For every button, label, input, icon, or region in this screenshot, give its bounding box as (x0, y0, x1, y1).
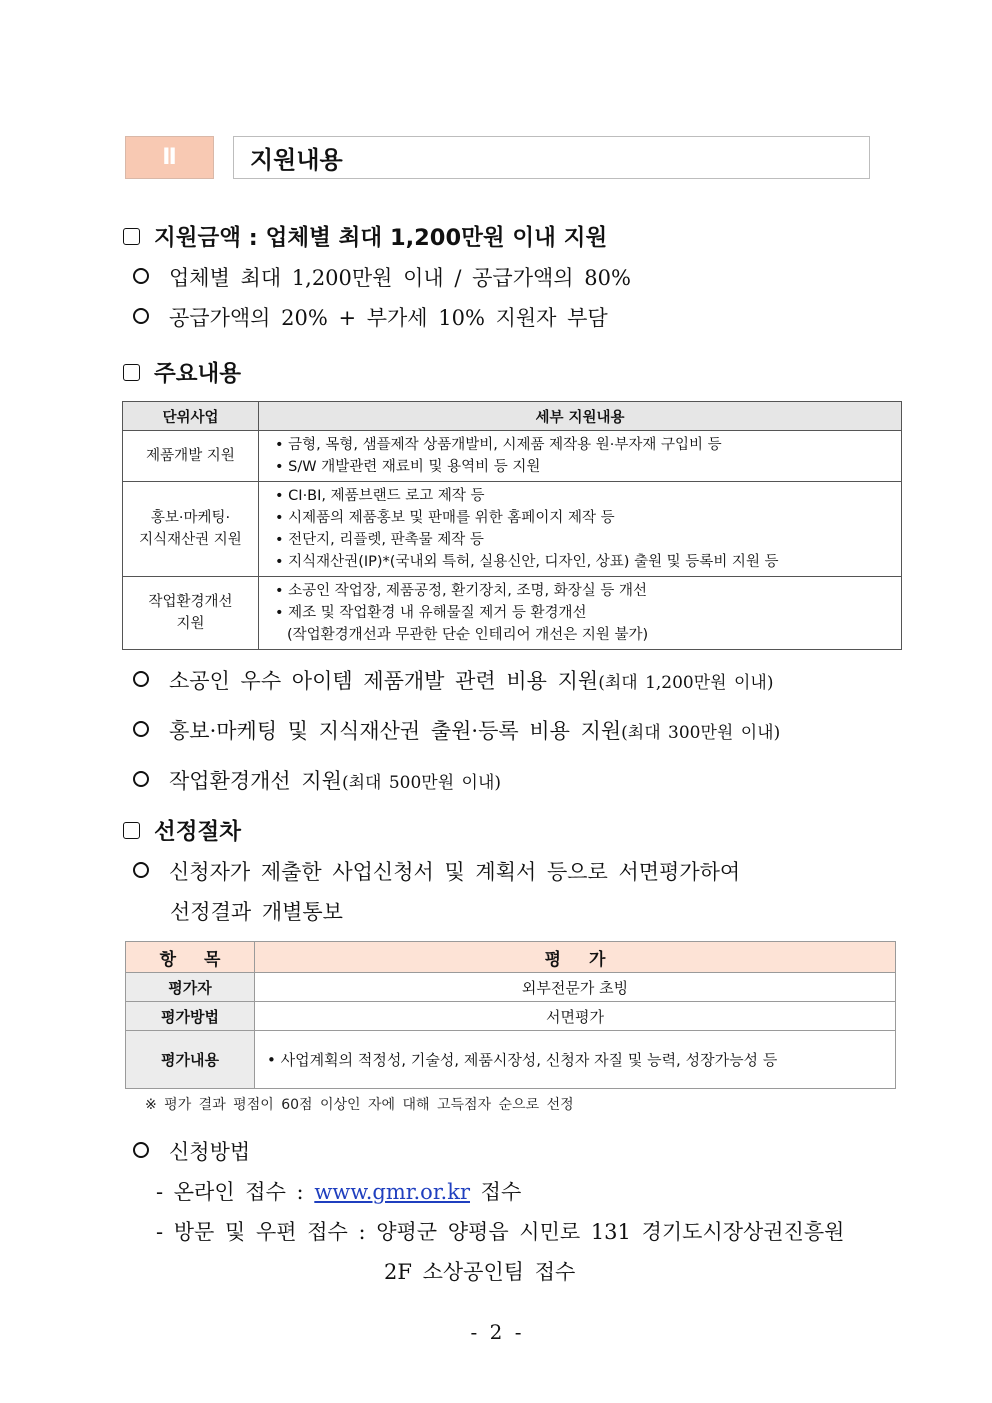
table-row (126, 973, 896, 1002)
circle-bullet-icon (133, 268, 149, 284)
detail-line: • 지식재산권(IP)*(국내외 특허, 실용신안, 디자인, 상표) 출원 및 등록비 지원 등 (275, 554, 779, 570)
item-note: (최대 300만원 이내) (621, 723, 781, 743)
key-cell: 평가자 (126, 973, 255, 1002)
application-title (133, 1136, 250, 1166)
heading-text: 주요내용 (154, 361, 241, 387)
table-header-cell: 세부 지원내용 (259, 402, 902, 431)
table-row (126, 1002, 896, 1031)
item-text: 소공인 우수 아이템 제품개발 관련 비용 지원 (169, 669, 599, 693)
table-header-cell: 단위사업 (123, 402, 259, 431)
table-header-row (123, 402, 902, 431)
circle-bullet-icon (133, 671, 149, 687)
application-visit: - 방문 및 우편 접수 : 양평군 양평읍 시민로 131 경기도시장상권진흥원 (156, 1220, 845, 1244)
table-row (123, 577, 902, 650)
item-note: (최대 1,200만원 이내) (598, 673, 774, 693)
detail-line: • S/W 개발관련 재료비 및 용역비 등 지원 (275, 459, 541, 475)
circle-bullet-icon (133, 721, 149, 737)
main-item-1 (133, 665, 773, 695)
key-cell: 평가내용 (126, 1031, 255, 1089)
detail-line: • 금형, 목형, 샘플제작 상품개발비, 시제품 제작용 원·부자재 구입비 등 (275, 437, 722, 453)
selection-line-2 (170, 896, 343, 926)
detail-line: • CI·BI, 제품브랜드 로고 제작 등 (275, 488, 485, 504)
selection-heading (123, 814, 241, 846)
line-text: 공급가액의 20% + 부가세 10% 지원자 부담 (169, 306, 608, 330)
category-line: 지원 (176, 616, 205, 632)
detail-line: (작업환경개선과 무관한 단순 인테리어 개선은 지원 불가) (287, 627, 649, 643)
category-cell: 제품개발 지원 (123, 431, 259, 482)
table-row (123, 482, 902, 577)
category-line: 작업환경개선 (148, 594, 233, 610)
main-content-heading (123, 356, 241, 388)
table-row (126, 1031, 896, 1089)
heading-text: 지원금액 : 업체별 최대 1,200만원 이내 지원 (154, 225, 608, 251)
item-note: (최대 500만원 이내) (341, 773, 502, 793)
detail-line: • 소공인 작업장, 제품공정, 환기장치, 조명, 화장실 등 개선 (275, 583, 648, 599)
detail-line: • 제조 및 작업환경 내 유해물질 제거 등 환경개선 (275, 605, 587, 621)
key-cell: 평가방법 (126, 1002, 255, 1031)
category-line: 홍보·마케팅· (150, 510, 231, 526)
line-text: 선정결과 개별통보 (170, 900, 343, 924)
online-prefix: - 온라인 접수 : (156, 1180, 315, 1204)
category-cell (123, 577, 259, 650)
item-text: 홍보·마케팅 및 지식재산권 출원·등록 비용 지원 (169, 719, 622, 743)
line-text: 업체별 최대 1,200만원 이내 / 공급가액의 80% (169, 266, 631, 290)
circle-bullet-icon (133, 862, 149, 878)
support-details-table (122, 401, 902, 650)
details-cell (259, 431, 902, 482)
table-header-row (126, 942, 896, 973)
table-header-cell: 평 가 (255, 942, 896, 973)
support-amount-line-1 (133, 262, 631, 292)
circle-bullet-icon (133, 1142, 149, 1158)
line-text: 신청자가 제출한 사업신청서 및 계획서 등으로 서면평가하여 (169, 860, 741, 884)
evaluation-table (125, 941, 896, 1089)
detail-line: • 시제품의 제품홍보 및 판매를 위한 홈페이지 제작 등 (275, 510, 615, 526)
main-item-3 (133, 765, 501, 795)
item-text: 작업환경개선 지원 (169, 769, 342, 793)
category-cell (123, 482, 259, 577)
circle-bullet-icon (133, 308, 149, 324)
application-online (156, 1176, 521, 1206)
value-cell: 외부전문가 초빙 (255, 973, 896, 1002)
application-visit-2: 2F 소상공인팀 접수 (384, 1260, 576, 1284)
value-cell: • 사업계획의 적정성, 기술성, 제품시장성, 신청자 자질 및 능력, 성장가능성 등 (255, 1031, 896, 1089)
checkbox-square-icon (123, 822, 140, 839)
checkbox-square-icon (123, 228, 140, 245)
heading-text: 선정절차 (154, 819, 241, 845)
detail-line: • 전단지, 리플렛, 판촉물 제작 등 (275, 532, 484, 548)
page-number: - 2 - (470, 1320, 522, 1344)
support-amount-heading (123, 220, 607, 252)
line-text: 신청방법 (169, 1140, 251, 1164)
details-cell (259, 577, 902, 650)
section-number-badge: Ⅱ (125, 136, 214, 179)
selection-line-1 (133, 856, 740, 886)
online-suffix: 접수 (470, 1180, 522, 1204)
evaluation-note: ※ 평가 결과 평점이 60점 이상인 자에 대해 고득점자 순으로 선정 (145, 1097, 574, 1113)
section-title: 지원내용 (233, 136, 870, 179)
main-item-2 (133, 715, 780, 745)
support-amount-line-2 (133, 302, 608, 332)
checkbox-square-icon (123, 364, 140, 381)
category-line: 지식재산권 지원 (139, 532, 242, 548)
table-row (123, 431, 902, 482)
website-link[interactable]: www.gmr.or.kr (314, 1180, 470, 1204)
value-cell: 서면평가 (255, 1002, 896, 1031)
circle-bullet-icon (133, 771, 149, 787)
table-header-cell: 항 목 (126, 942, 255, 973)
details-cell (259, 482, 902, 577)
